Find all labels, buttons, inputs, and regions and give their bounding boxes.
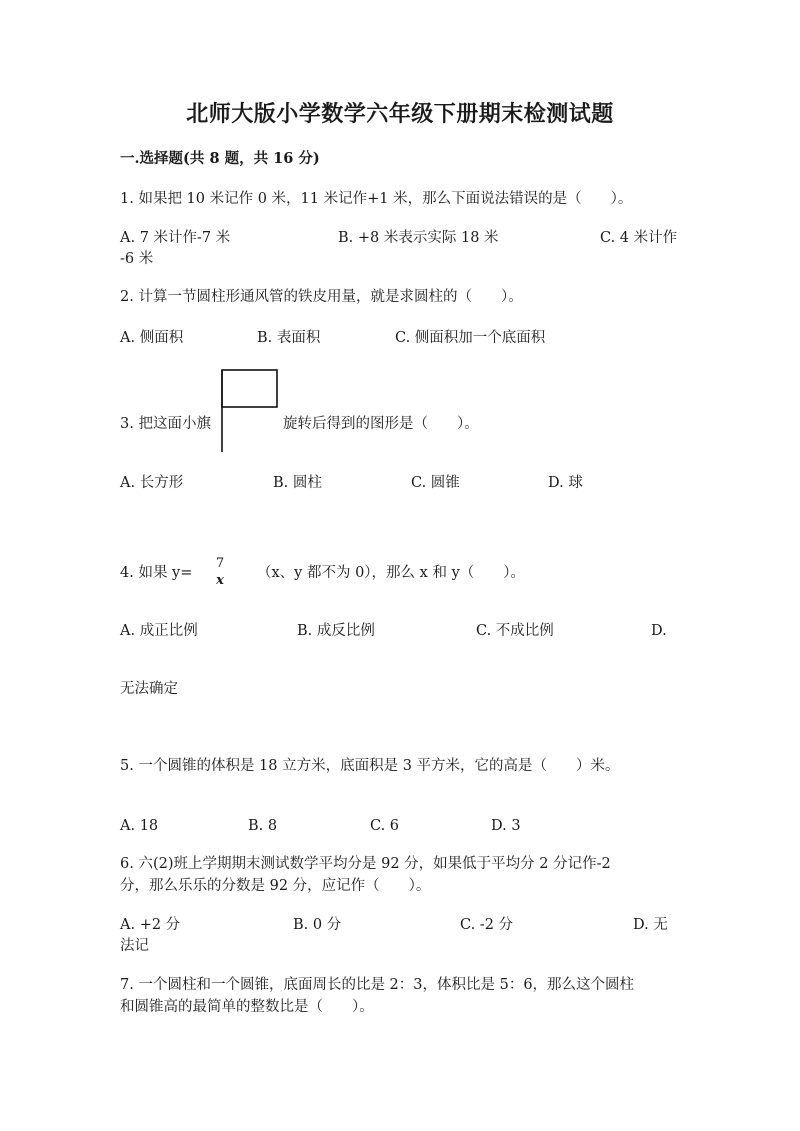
- question-4-option-c: C. 不成比例: [476, 623, 554, 639]
- question-4-option-a: A. 成正比例: [120, 623, 198, 639]
- question-1-stem: 1. 如果把 10 米记作 0 米，11 米记作+1 米，那么下面说法错误的是（ ）。: [120, 191, 633, 207]
- question-6-option-b: B. 0 分: [293, 917, 342, 933]
- fraction-denominator: x: [216, 573, 224, 588]
- question-6-option-d: D. 无: [633, 917, 668, 933]
- question-2-option-c: C. 侧面积加一个底面积: [395, 330, 546, 346]
- question-3-option-c: C. 圆锥: [411, 475, 460, 491]
- question-6-option-c: C. -2 分: [460, 917, 514, 933]
- question-7-stem-line-1: 7. 一个圆柱和一个圆锥，底面周长的比是 2：3，体积比是 5：6，那么这个圆柱: [120, 977, 635, 993]
- question-4-option-d-continued: 无法确定: [120, 681, 178, 697]
- question-4-stem-start: 4. 如果 y=: [120, 565, 193, 581]
- question-2-stem: 2. 计算一节圆柱形通风管的铁皮用量，就是求圆柱的（ ）。: [120, 289, 523, 305]
- question-6-stem-line-2: 分，那么乐乐的分数是 92 分，应记作（ ）。: [120, 878, 431, 894]
- question-1-option-c: C. 4 米计作: [600, 230, 678, 246]
- question-3-option-a: A. 长方形: [120, 475, 184, 491]
- question-5-option-a: A. 18: [120, 818, 159, 834]
- question-5-option-c: C. 6: [370, 818, 400, 834]
- question-4-option-d: D.: [651, 623, 667, 639]
- question-4-stem-end: （x、y 都不为 0），那么 x 和 y（ ）。: [257, 565, 526, 581]
- question-2-option-a: A. 侧面积: [120, 330, 184, 346]
- question-3-stem-start: 3. 把这面小旗: [120, 416, 211, 432]
- flag-figure: [219, 369, 281, 453]
- question-7-stem-line-2: 和圆锥高的最简单的整数比是（ ）。: [120, 999, 374, 1015]
- question-1-option-a: A. 7 米计作-7 米: [120, 230, 231, 246]
- page-title: 北师大版小学数学六年级下册期末检测试题: [186, 101, 614, 127]
- question-2-option-b: B. 表面积: [257, 330, 321, 346]
- section-heading-multiple-choice: 一.选择题(共 8 题，共 16 分): [120, 150, 320, 167]
- question-5-stem: 5. 一个圆锥的体积是 18 立方米，底面积是 3 平方米，它的高是（ ）米。: [120, 758, 620, 774]
- question-3-option-b: B. 圆柱: [273, 475, 322, 491]
- question-4-option-b: B. 成反比例: [297, 623, 375, 639]
- question-5-option-b: B. 8: [248, 818, 278, 834]
- question-3-stem-end: 旋转后得到的图形是（ ）。: [283, 416, 479, 432]
- question-5-option-d: D. 3: [491, 818, 521, 834]
- question-6-stem-line-1: 6. 六(2)班上学期期末测试数学平均分是 92 分，如果低于平均分 2 分记作-2: [120, 856, 611, 872]
- question-6-option-d-continued: 法记: [120, 938, 149, 954]
- question-6-option-a: A. +2 分: [120, 917, 181, 933]
- fraction-7-over-x: [212, 557, 228, 587]
- question-3-option-d: D. 球: [548, 475, 583, 491]
- fraction-numerator: 7: [215, 556, 225, 571]
- question-1-option-b: B. +8 米表示实际 18 米: [338, 230, 499, 246]
- question-1-option-c-continued: -6 米: [120, 251, 154, 267]
